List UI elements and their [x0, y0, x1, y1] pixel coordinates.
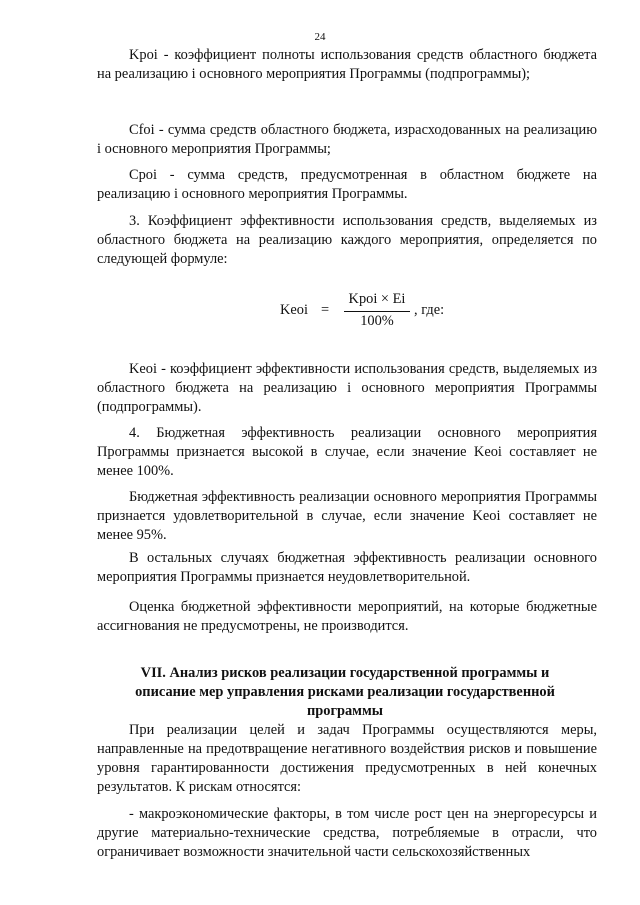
paragraph-item-4: 4. Бюджетная эффективность реализации основного мероприятия Программы признается высокой в случае, если значение Keoi составляет не менее 100%. [97, 425, 597, 479]
efficiency-formula [280, 289, 445, 333]
formula-lhs: Keoi [280, 302, 308, 318]
paragraph-macro-factors: - макроэкономические факторы, в том числе рост цен на энергоресурсы и другие материально-технические средства, потребляемые в отрасли, что ограничивает возможности значительной части сельскохозяйственных [97, 806, 597, 860]
paragraph-cpoi-definition: Cpoi - сумма средств, предусмотренная в областном бюджете на реализацию i основного мероприятия Программы. [97, 167, 597, 202]
page-number: 24 [314, 31, 326, 43]
paragraph-item-3: 3. Коэффициент эффективности использования средств, выделяемых из областного бюджета на реализацию каждого мероприятия, определяется по следующей формуле: [97, 213, 597, 267]
paragraph-no-allocations: Оценка бюджетной эффективности мероприятий, на которые бюджетные ассигнования не предусмотрены, не производится. [97, 599, 597, 634]
formula-denominator: 100% [360, 313, 394, 329]
paragraph-cfoi-definition: Cfoi - сумма средств областного бюджета, израсходованных на реализацию i основного мероприятия Программы; [97, 122, 597, 157]
paragraph-risks-intro: При реализации целей и задач Программы осуществляются меры, направленные на предотвращение негативного воздействия рисков и повышение уровня гарантированности достижения предусмотренных в ней конечных результатов. К рискам относятся: [97, 722, 597, 795]
formula-tail: , где: [414, 302, 445, 318]
formula-equals: = [321, 302, 330, 318]
section-heading: VII. Анализ рисков реализации государственной программы и описание мер управления рисками реализации государственной программы [135, 665, 555, 719]
formula-numerator: Kpoi × Ei [348, 291, 406, 307]
paragraph-keoi-definition: Keoi - коэффициент эффективности использования средств, выделяемых из областного бюджета на реализацию i основного мероприятия Программы (подпрограммы). [97, 361, 597, 415]
paragraph-satisfactory: Бюджетная эффективность реализации основного мероприятия Программы признается удовлетворительной в случае, если значение Keoi составляет не менее 95%. [97, 489, 597, 543]
paragraph-other-cases: В остальных случаях бюджетная эффективность реализации основного мероприятия Программы признается неудовлетворительной. [97, 550, 597, 585]
formula-fraction-bar [344, 311, 410, 312]
paragraph-kpoi-definition: Kpoi - коэффициент полноты использования средств областного бюджета на реализацию i основного мероприятия Программы (подпрограммы); [97, 47, 597, 82]
